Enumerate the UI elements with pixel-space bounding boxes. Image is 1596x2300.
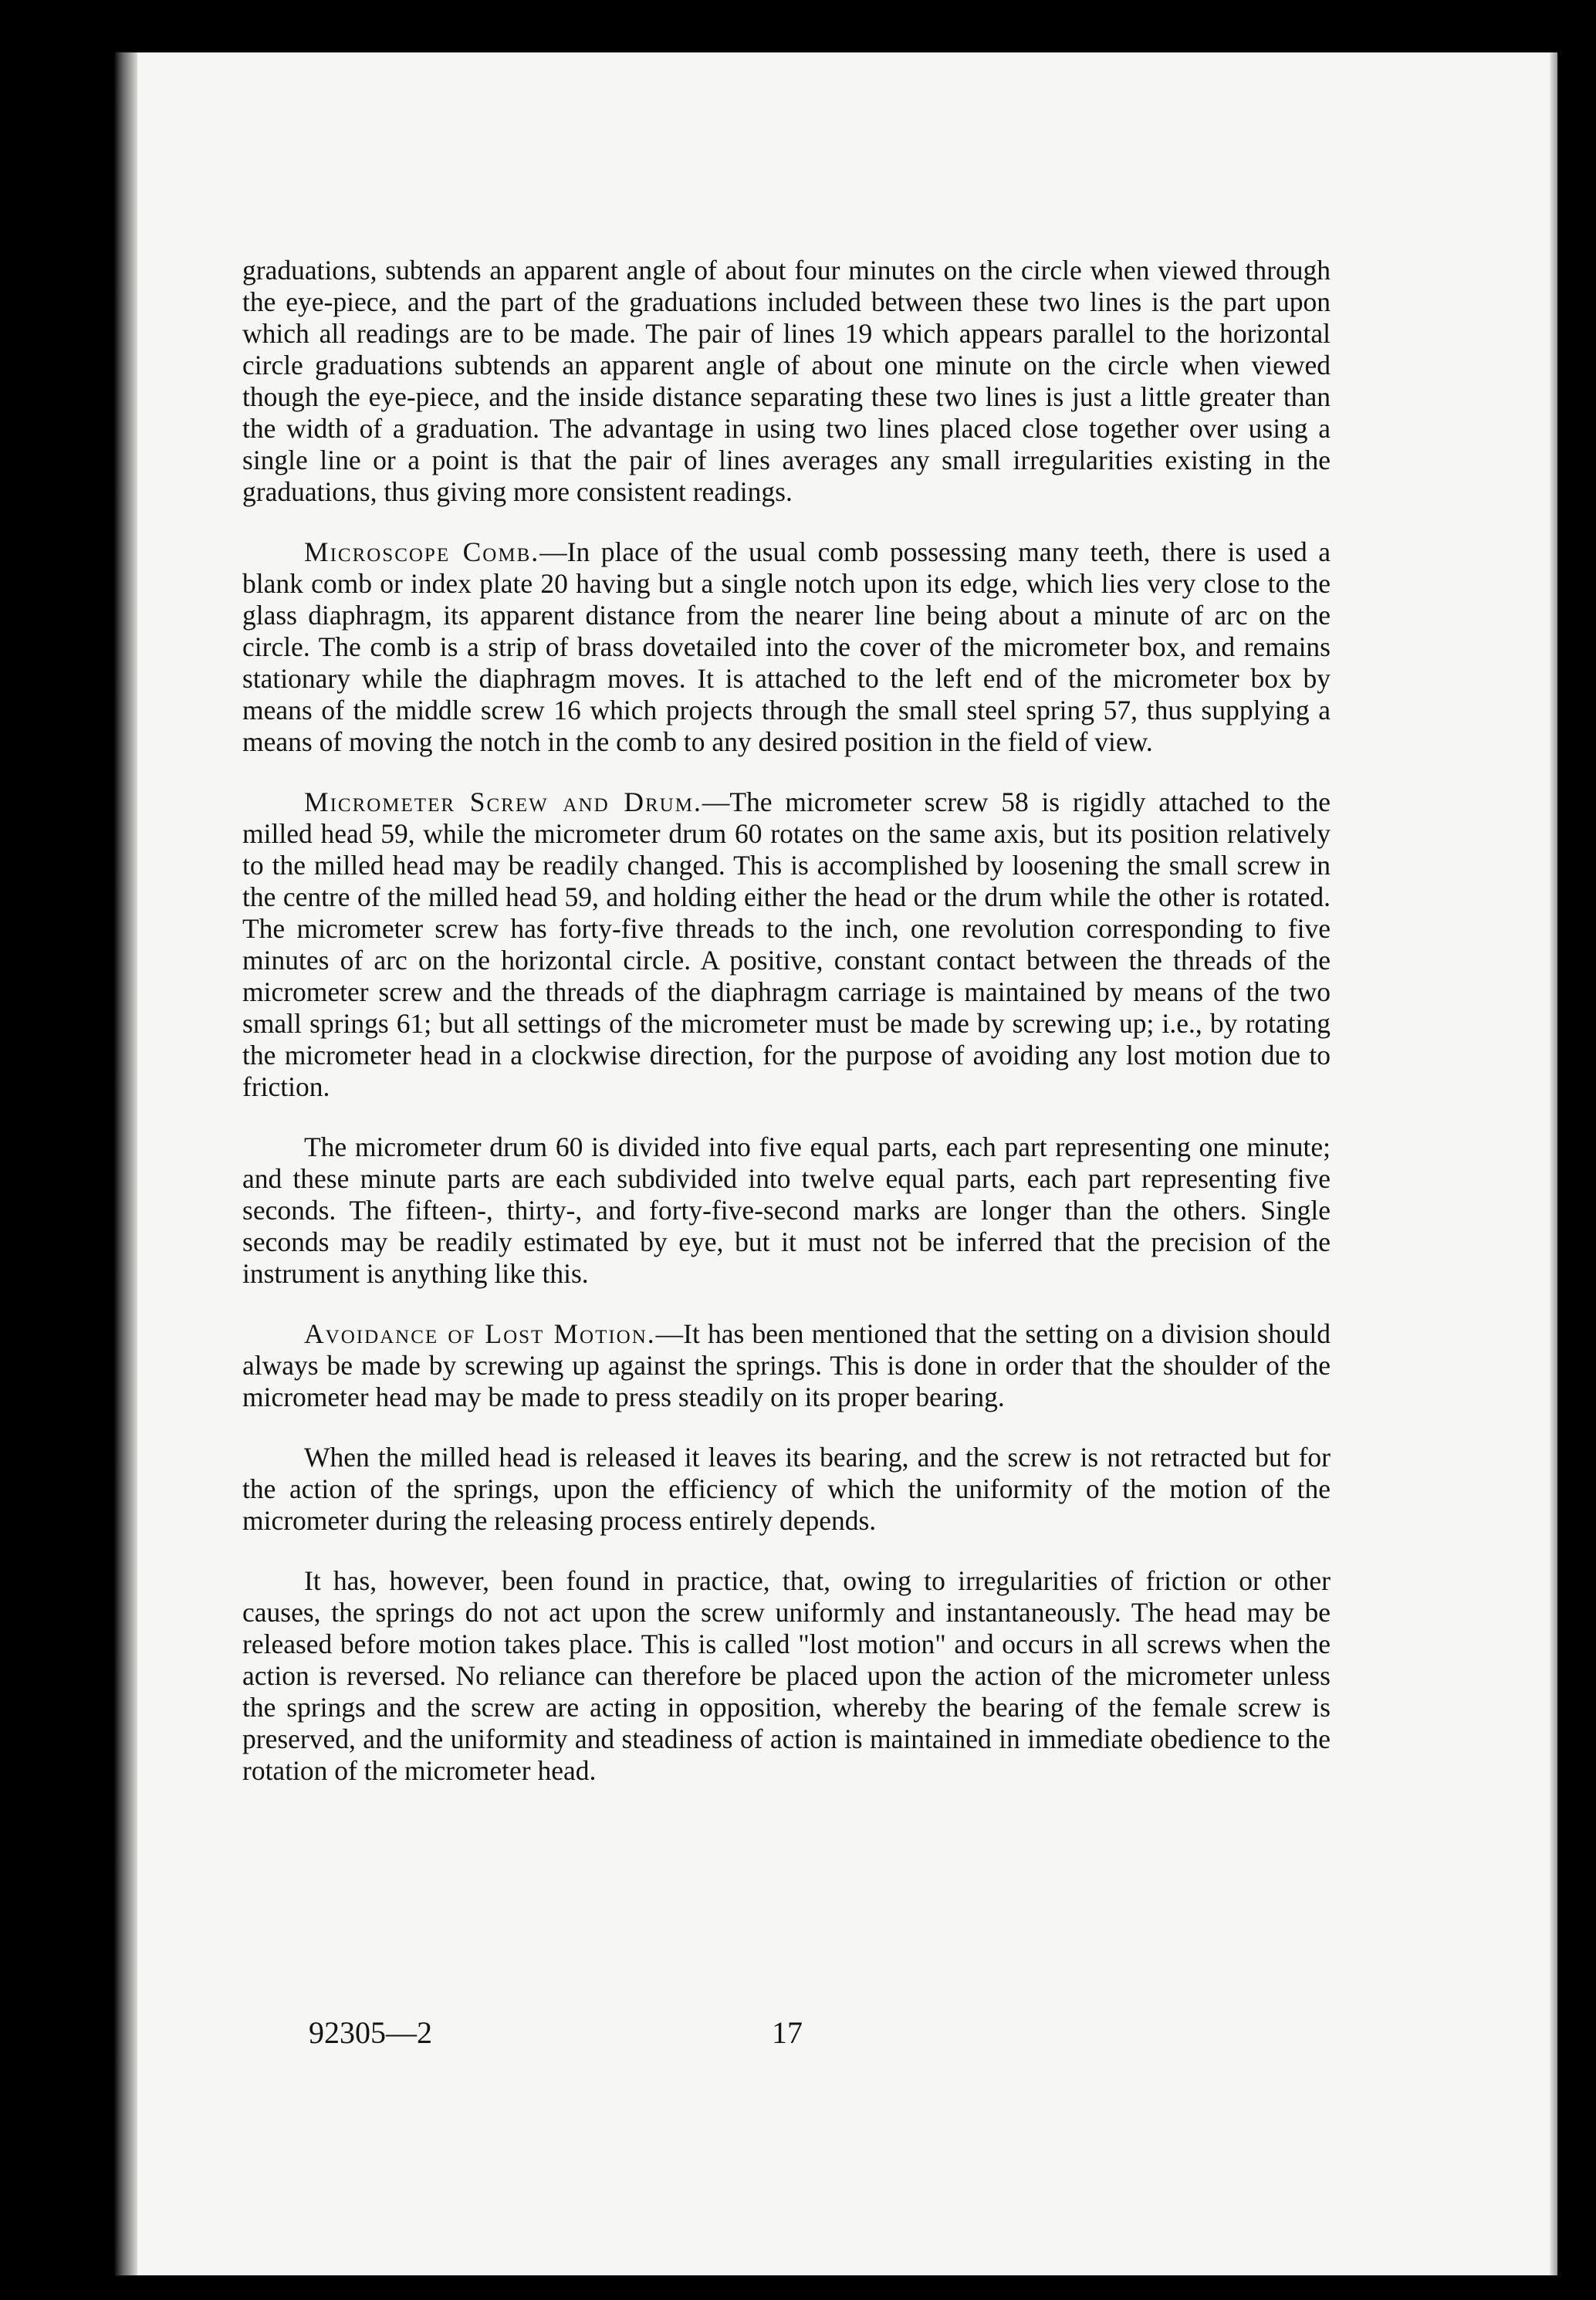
page-binding-edge	[116, 52, 137, 2275]
paragraph	[242, 1318, 1331, 1413]
paragraph	[242, 1131, 1331, 1290]
paragraph-text: —In place of the usual comb possessing many teeth, there is used a blank comb or index plate 20 having but a single notch upon its edge, which lies very close to the glass diaphragm, its apparent distance from the nearer line being about a minute of arc on the circle. The comb is a strip of brass dovetailed into the cover of the micrometer box, and remains stationary while the diaphragm moves. It is attached to the left end of the micrometer box by means of the middle screw 16 which projects through the small steel spring 57, thus supplying a means of moving the notch in the comb to any desired position in the field of view.	[242, 536, 1331, 757]
section-heading: Microscope Comb.	[304, 536, 540, 567]
paragraph-text: —It has been mentioned that the setting on a division should always be made by screwing up against the springs. This is done in order that the shoulder of the micrometer head may be made to press steadily on its proper bearing.	[242, 1318, 1331, 1412]
page-right-edge	[1550, 52, 1557, 2275]
page-number: 17	[772, 2015, 803, 2050]
paragraph	[242, 255, 1331, 508]
paragraph-text: graduations, subtends an apparent angle of about four minutes on the circle when viewed through the eye-piece, and the part of the graduations included between these two lines is the part upon which all readings are to be made. The pair of lines 19 which appears parallel to the horizontal circle graduations subtends an apparent angle of about one minute on the circle when viewed though the eye-piece, and the inside distance separating these two lines is just a little greater than the width of a graduation. The advantage in using two lines placed close together over using a single line or a point is that the pair of lines averages any small irregularities existing in the graduations, thus giving more consistent readings.	[242, 255, 1331, 507]
section-heading: Avoidance of Lost Motion.	[304, 1318, 656, 1349]
paragraph-text: When the milled head is released it leaves its bearing, and the screw is not retracted but for the action of the springs, upon the efficiency of which the uniformity of the motion of the micrometer during the releasing process entirely depends.	[242, 1442, 1331, 1536]
paragraph	[242, 786, 1331, 1103]
document-code: 92305—2	[309, 2015, 432, 2050]
paragraph-text: The micrometer drum 60 is divided into five equal parts, each part representing one minute; and these minute parts are each subdivided into twelve equal parts, each part representing five seconds. The fifteen-, thirty-, and forty-five-second marks are longer than the others. Single seconds may be readily estimated by eye, but it must not be inferred that the precision of the instrument is anything like this.	[242, 1131, 1331, 1289]
section-heading: Micrometer Screw and Drum.	[304, 786, 702, 817]
paragraph	[242, 1442, 1331, 1537]
paragraph-text: —The micrometer screw 58 is rigidly attached to the milled head 59, while the micrometer drum 60 rotates on the same axis, but its position relatively to the milled head may be readily changed. This is accomplished by loosening the small screw in the centre of the milled head 59, and holding either the head or the drum while the other is rotated. The micrometer screw has forty-five threads to the inch, one revolution corresponding to five minutes of arc on the horizontal circle. A positive, constant contact between the threads of the micrometer screw and the threads of the diaphragm carriage is maintained by means of the two small springs 61; but all settings of the micrometer must be made by screwing up; i.e., by rotating the micrometer head in a clockwise direction, for the purpose of avoiding any lost motion due to friction.	[242, 786, 1331, 1102]
paragraph	[242, 536, 1331, 758]
paragraph-text: It has, however, been found in practice, that, owing to irregularities of friction or other causes, the springs do not act upon the screw uniformly and instantaneously. The head may be released before motion takes place. This is called "lost motion" and occurs in all screws when the action is reversed. No reliance can therefore be placed upon the action of the micrometer unless the springs and the screw are acting in opposition, whereby the bearing of the female screw is preserved, and the uniformity and steadiness of action is maintained in immediate obedience to the rotation of the micrometer head.	[242, 1565, 1331, 1786]
body-text	[242, 255, 1331, 1815]
paragraph	[242, 1565, 1331, 1787]
